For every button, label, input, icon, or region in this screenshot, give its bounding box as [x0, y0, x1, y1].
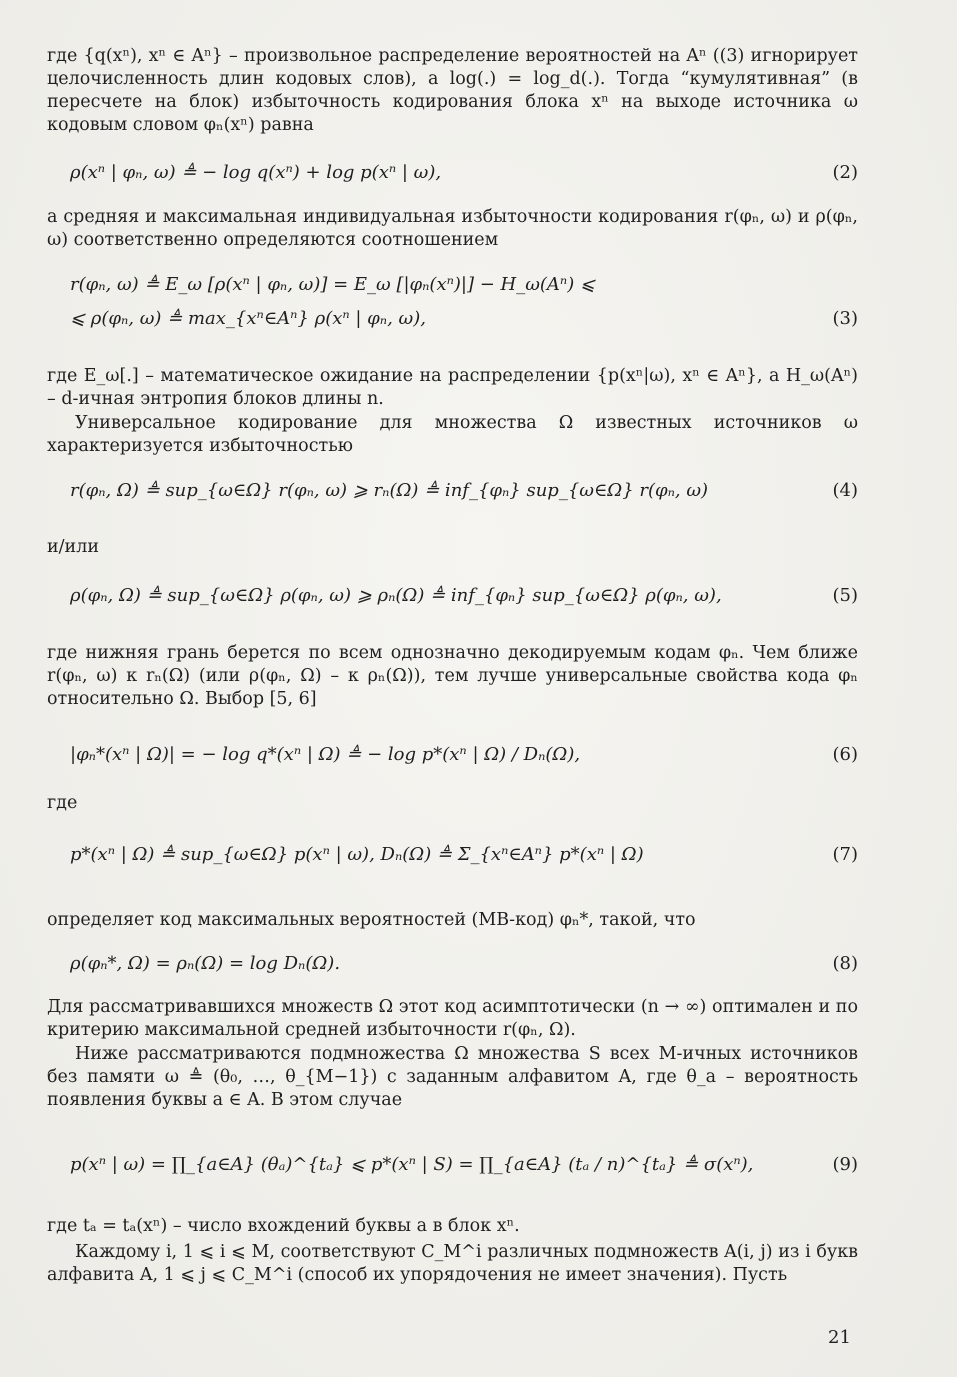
paragraph-8: определяет код максимальных вероятностей (МВ-код) φₙ*, такой, что: [47, 910, 696, 930]
equation-7-body: p*(xⁿ | Ω) ≜ sup_{ω∈Ω} p(xⁿ | ω), Dₙ(Ω) ≜ Σ_{xⁿ∈Aⁿ} p*(xⁿ | Ω): [70, 844, 644, 865]
page-number: 21: [828, 1327, 851, 1348]
equation-9: [70, 1152, 858, 1178]
equation-number-2: (2): [832, 162, 858, 183]
equation-4: [70, 478, 858, 504]
equation-9-body: p(xⁿ | ω) = ∏_{a∈A} (θₐ)^{tₐ} ⩽ p*(xⁿ | S) = ∏_{a∈A} (tₐ / n)^{tₐ} ≜ σ(xⁿ),: [70, 1154, 754, 1175]
equation-4-body: r(φₙ, Ω) ≜ sup_{ω∈Ω} r(φₙ, ω) ⩾ rₙ(Ω) ≜ inf_{φₙ} sup_{ω∈Ω} r(φₙ, ω): [70, 480, 709, 501]
equation-3b: [70, 306, 858, 332]
equation-2-body: ρ(xⁿ | φₙ, ω) ≜ − log q(xⁿ) + log p(xⁿ | ω),: [70, 162, 442, 183]
equation-6: [70, 742, 858, 768]
equation-number-5: (5): [832, 585, 858, 606]
equation-number-3: (3): [832, 308, 858, 329]
paragraph-4: Универсальное кодирование для множества Ω известных источников ω характеризуется избыточностью: [47, 413, 858, 456]
equation-number-9: (9): [832, 1154, 858, 1175]
equation-number-7: (7): [832, 844, 858, 865]
equation-number-6: (6): [832, 744, 858, 765]
equation-8: [70, 951, 858, 977]
equation-3a: [70, 272, 858, 298]
paragraph-9: Для рассматривавшихся множеств Ω этот код асимптотически (n → ∞) оптимален и по критерию максимальной средней избыточности r(φₙ, Ω).: [47, 997, 858, 1040]
equation-3b-body: ⩽ ρ(φₙ, ω) ≜ max_{xⁿ∈Aⁿ} ρ(xⁿ | φₙ, ω),: [70, 308, 426, 329]
paragraph-11: где tₐ = tₐ(xⁿ) – число вхождений буквы a в блок xⁿ.: [47, 1216, 520, 1236]
paragraph-3: где E_ω[.] – математическое ожидание на распределении {p(xⁿ|ω), xⁿ ∈ Aⁿ}, а H_ω(Aⁿ) – d-ичная энтропия блоков длины n.: [47, 366, 858, 409]
equation-7: [70, 842, 858, 868]
paragraph-12: Каждому i, 1 ⩽ i ⩽ M, соответствуют C_M^i различных подмножеств A(i, j) из i букв алфавита A, 1 ⩽ j ⩽ C_M^i (способ их упорядочения не имеет значения). Пусть: [47, 1242, 858, 1285]
equation-number-8: (8): [832, 953, 858, 974]
paragraph-7: где: [47, 793, 78, 813]
paragraph-2: а средняя и максимальная индивидуальная избыточности кодирования r(φₙ, ω) и ρ(φₙ, ω) соответственно определяются соотношением: [47, 207, 858, 250]
equation-2: [70, 160, 858, 186]
equation-5: [70, 583, 858, 609]
equation-6-body: |φₙ*(xⁿ | Ω)| = − log q*(xⁿ | Ω) ≜ − log p*(xⁿ | Ω) / Dₙ(Ω),: [70, 744, 581, 765]
equation-5-body: ρ(φₙ, Ω) ≜ sup_{ω∈Ω} ρ(φₙ, ω) ⩾ ρₙ(Ω) ≜ inf_{φₙ} sup_{ω∈Ω} ρ(φₙ, ω),: [70, 585, 722, 606]
equation-8-body: ρ(φₙ*, Ω) = ρₙ(Ω) = log Dₙ(Ω).: [70, 953, 341, 974]
equation-number-4: (4): [832, 480, 858, 501]
paragraph-5: и/или: [47, 537, 100, 557]
paragraph-10: Ниже рассматриваются подмножества Ω множества S всех M-ичных источников без памяти ω ≜ (θ₀, …, θ_{M−1}) с заданным алфавитом A, где θ_a – вероятность появления буквы a ∈ A. В этом случае: [47, 1044, 858, 1110]
paragraph-1: где {q(xⁿ), xⁿ ∈ Aⁿ} – произвольное распределение вероятностей на Aⁿ ((3) игнорирует целочисленность длин кодовых слов), а log(.) = log_d(.). Тогда “кумулятивная” (в пересчете на блок) избыточность кодирования блока xⁿ на выходе источника ω кодовым словом φₙ(xⁿ) равна: [47, 46, 858, 135]
paragraph-6: где нижняя грань берется по всем однозначно декодируемым кодам φₙ. Чем ближе r(φₙ, ω) к rₙ(Ω) (или ρ(φₙ, Ω) – к ρₙ(Ω)), тем лучше универсальные свойства кода φₙ относительно Ω. Выбор [5, 6]: [47, 643, 858, 709]
equation-3a-body: r(φₙ, ω) ≜ E_ω [ρ(xⁿ | φₙ, ω)] = E_ω [|φₙ(xⁿ)|] − H_ω(Aⁿ) ⩽: [70, 274, 596, 295]
